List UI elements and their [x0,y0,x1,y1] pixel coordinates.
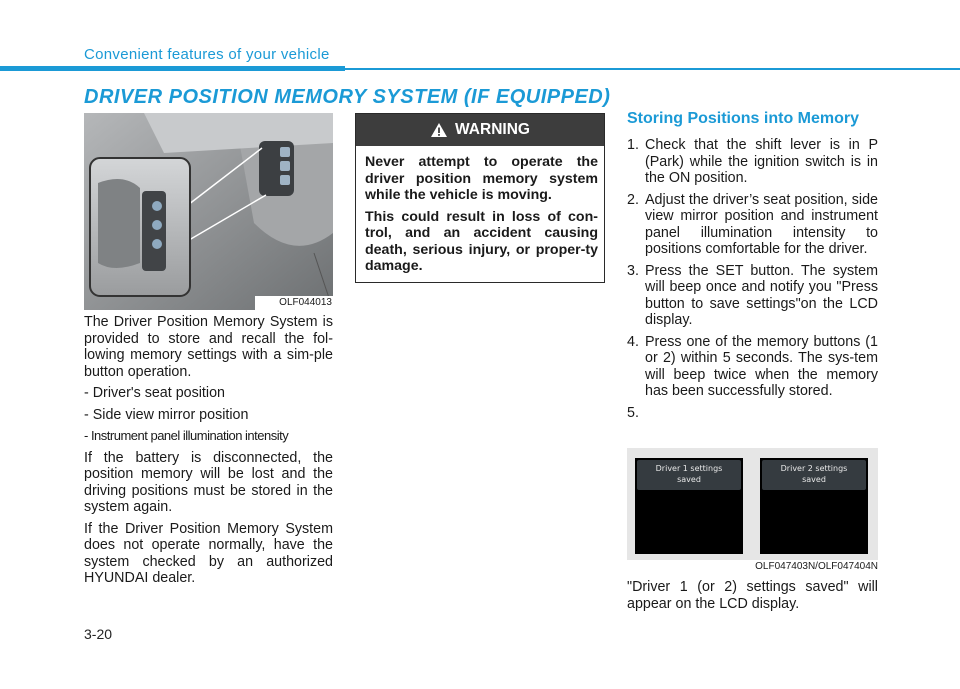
left-column-text [84,314,333,592]
memory-list-item: - Driver's seat position [84,385,225,401]
section-subheading: Storing Positions into Memory [627,110,860,127]
lcd-message-line: saved [677,475,701,484]
step-number: 3. [627,262,639,279]
step-text: Press the SET button. The system will beep once and notify you "Press button to save settings"on the LCD display. [645,262,878,328]
step-number: 1. [627,137,639,153]
intro-paragraph: The Driver Position Memory System is provided to store and recall the fol-lowing memory settings with a sim-ple button operation. [84,314,333,380]
step-text: Adjust the driver’s seat position, side view mirror position and instrument panel illumination intensity to positions comfortable for the driver. [645,191,878,257]
battery-note: If the battery is disconnected, the position memory will be lost and the driving positions must be stored in the system again. [84,449,333,515]
warning-header [356,114,604,146]
steps-list [627,137,878,421]
lcd-message-line: Driver 1 settings [655,464,723,473]
header-rule-thin [345,68,960,70]
step-item [627,192,878,258]
warning-box [355,113,605,283]
section-header: Convenient features of your vehicle [84,46,330,63]
lcd-screen-driver-2 [760,458,868,554]
warning-paragraph: This could result in loss of con-trol, and an accident causing death, serious injury, or proper-ty damage. [365,208,598,274]
warning-paragraph: Never attempt to operate the driver position memory system while the vehicle is moving. [365,154,598,203]
lcd-image-code: OLF047403N/OLF047404N [627,560,878,574]
page-number: 3-20 [84,626,113,642]
memory-list-item: - Instrument panel illumination intensity [84,428,289,443]
lcd-illustration [627,448,878,574]
lcd-message-line: Driver 2 settings [780,464,848,473]
final-note: "Driver 1 (or 2) settings saved" will appear on the LCD display. [627,579,878,612]
step-number: 5. [627,404,639,421]
step-item [627,137,878,187]
lcd-message-line: saved [802,475,826,484]
lcd-message [762,460,866,490]
header-rule-thick [0,66,345,71]
door-panel-photo [84,113,333,310]
lcd-message [637,460,741,490]
warning-label: WARNING [455,121,530,138]
warning-body [365,154,598,280]
memory-list-item: - Side view mirror position [84,406,249,423]
step-number: 2. [627,191,639,208]
lcd-screen-driver-1 [635,458,743,554]
step-text: Press one of the memory buttons (1 or 2) within 5 seconds. The sys-tem will beep twice when the memory has been successfully stored. [645,333,878,399]
warning-triangle-icon [430,122,448,138]
step-item [627,334,878,400]
step-item [627,263,878,329]
page-title: DRIVER POSITION MEMORY SYSTEM (IF EQUIPPED) [84,86,611,108]
dealer-note: If the Driver Position Memory System does not operate normally, have the system checked by an authorized HYUNDAI dealer. [84,520,333,586]
step-number: 4. [627,333,639,350]
step-text: Check that the shift lever is in P (Park) while the ignition switch is in the ON position. [645,137,878,186]
photo-code: OLF044013 [255,296,333,310]
